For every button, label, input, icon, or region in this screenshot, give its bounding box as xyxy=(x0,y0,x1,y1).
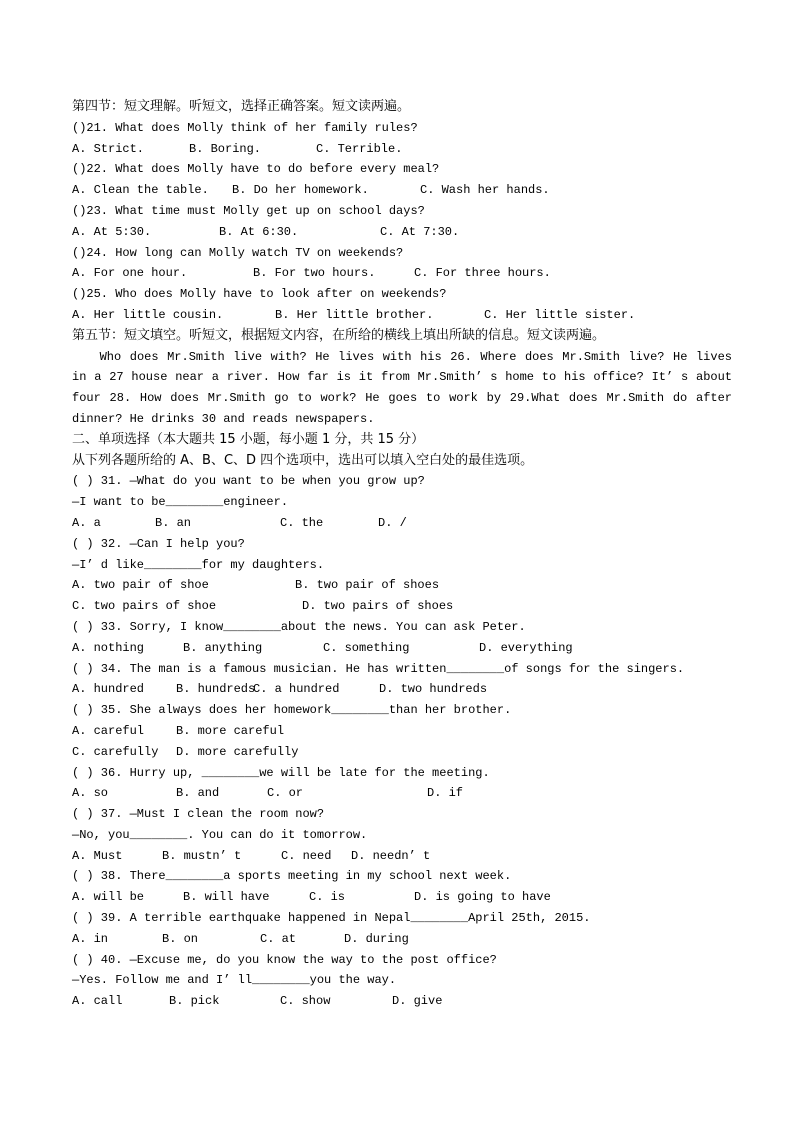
option-c: C. a hundred xyxy=(253,682,340,697)
question-22: ()22. What does Molly have to do before every meal? xyxy=(72,162,440,177)
option-a: A. Her little cousin. xyxy=(72,307,224,322)
question-31-options xyxy=(72,513,732,534)
question-34: ( ) 34. The man is a famous musician. He has written________of songs for the singers. xyxy=(72,661,685,676)
option-d: D. if xyxy=(427,786,464,801)
option-a: A. For one hour. xyxy=(72,266,188,281)
question-37-options xyxy=(72,846,732,867)
question-24: ()24. How long can Molly watch TV on weekends? xyxy=(72,245,404,260)
question-33-options xyxy=(72,638,732,659)
question-38: ( ) 38. There________a sports meeting in my school next week. xyxy=(72,869,512,884)
exam-page xyxy=(72,97,732,1012)
option-b: B. will have xyxy=(183,890,270,905)
option-c: C. carefully xyxy=(72,744,159,759)
question-32-options-ab xyxy=(72,575,732,596)
option-b: B. an xyxy=(155,515,192,530)
option-c: C. show xyxy=(280,994,331,1009)
option-d: D. more carefully xyxy=(176,744,299,759)
option-d: D. is going to have xyxy=(414,890,551,905)
question-23-options xyxy=(72,222,732,243)
question-31-line2: —I want to be________engineer. xyxy=(72,495,289,510)
option-c: C. Wash her hands. xyxy=(420,183,550,198)
option-d: D. / xyxy=(378,515,407,530)
question-40-options xyxy=(72,991,732,1012)
option-c: C. need xyxy=(281,848,332,863)
option-a: A. two pair of shoe xyxy=(72,578,209,593)
option-a: A. hundred xyxy=(72,682,145,697)
option-b: B. hundreds xyxy=(176,682,256,697)
question-32-options-cd xyxy=(72,596,732,617)
option-d: D. give xyxy=(392,994,443,1009)
question-39: ( ) 39. A terrible earthquake happened in Nepal________April 25th, 2015. xyxy=(72,911,591,926)
question-25: ()25. Who does Molly have to look after on weekends? xyxy=(72,287,447,302)
option-b: B. mustn’ t xyxy=(162,848,242,863)
question-22-options xyxy=(72,180,732,201)
option-b: B. two pair of shoes xyxy=(295,578,440,593)
question-37: ( ) 37. —Must I clean the room now? xyxy=(72,807,325,822)
option-b: B. more careful xyxy=(176,723,285,738)
question-32: ( ) 32. —Can I help you? xyxy=(72,536,245,551)
option-c: C. at xyxy=(260,931,297,946)
question-37-line2: —No, you________. You can do it tomorrow. xyxy=(72,827,368,842)
option-a: A. careful xyxy=(72,723,145,738)
question-36: ( ) 36. Hurry up, ________we will be late for the meeting. xyxy=(72,765,490,780)
question-35-options-ab xyxy=(72,721,732,742)
option-a: A. At 5:30. xyxy=(72,224,152,239)
option-b: B. on xyxy=(162,931,199,946)
option-b: B. and xyxy=(176,786,220,801)
question-21-options xyxy=(72,139,732,160)
option-d: D. two hundreds xyxy=(379,682,488,697)
question-36-options xyxy=(72,783,732,804)
option-c: C. or xyxy=(267,786,304,801)
option-a: A. Strict. xyxy=(72,141,145,156)
question-40-line2: —Yes. Follow me and I’ ll________you the way. xyxy=(72,973,397,988)
option-d: D. during xyxy=(344,931,409,946)
question-33: ( ) 33. Sorry, I know________about the news. You can ask Peter. xyxy=(72,619,526,634)
option-b: B. anything xyxy=(183,640,263,655)
question-25-options xyxy=(72,305,732,326)
option-c: C. the xyxy=(280,515,324,530)
option-a: A. will be xyxy=(72,890,145,905)
part-2-header: 二、单项选择（本大题共 15 小题，每小题 1 分，共 15 分） xyxy=(72,431,425,447)
option-a: A. a xyxy=(72,515,101,530)
option-b: B. Her little brother. xyxy=(275,307,434,322)
question-32-line2: —I’ d like________for my daughters. xyxy=(72,557,325,572)
part-2-instructions: 从下列各题所给的 A、B、C、D 四个选项中，选出可以填入空白处的最佳选项。 xyxy=(72,452,534,468)
question-34-options xyxy=(72,679,732,700)
question-24-options xyxy=(72,263,732,284)
question-35-options-cd xyxy=(72,742,732,763)
question-38-options xyxy=(72,887,732,908)
option-d: D. needn’ t xyxy=(351,848,431,863)
option-b: B. pick xyxy=(169,994,220,1009)
option-c: C. For three hours. xyxy=(414,266,551,281)
option-d: D. everything xyxy=(479,640,573,655)
option-b: B. For two hours. xyxy=(253,266,376,281)
question-21: ()21. What does Molly think of her family rules? xyxy=(72,120,418,135)
option-c: C. At 7:30. xyxy=(380,224,460,239)
section-4-header: 第四节：短文理解。听短文，选择正确答案。短文读两遍。 xyxy=(72,99,411,114)
option-c: C. Terrible. xyxy=(316,141,403,156)
question-39-options xyxy=(72,929,732,950)
option-a: A. nothing xyxy=(72,640,145,655)
section-5-passage: Who does Mr.Smith live with? He lives with his 26. Where does Mr.Smith live? He lives in a 27 house near a river. How far is it from Mr.Smith’ s home to his office? It’ s about four 28. How does Mr.Smith go to work? He goes to work by 29.What does Mr.Smith do after dinner? He drinks 30 and reads newspapers. xyxy=(72,349,732,426)
question-35: ( ) 35. She always does her homework________than her brother. xyxy=(72,703,512,718)
question-23: ()23. What time must Molly get up on school days? xyxy=(72,203,425,218)
section-5-header: 第五节：短文填空。听短文，根据短文内容，在所给的横线上填出所缺的信息。短文读两遍。 xyxy=(72,327,606,343)
option-b: B. At 6:30. xyxy=(219,224,299,239)
question-40: ( ) 40. —Excuse me, do you know the way to the post office? xyxy=(72,952,497,967)
option-d: D. two pairs of shoes xyxy=(302,599,454,614)
option-c: C. is xyxy=(309,890,346,905)
option-a: A. Must xyxy=(72,848,123,863)
question-31: ( ) 31. —What do you want to be when you grow up? xyxy=(72,474,425,489)
option-c: C. Her little sister. xyxy=(484,307,636,322)
option-a: A. call xyxy=(72,994,123,1009)
option-a: A. in xyxy=(72,931,109,946)
option-b: B. Do her homework. xyxy=(232,183,369,198)
option-b: B. Boring. xyxy=(189,141,262,156)
option-c: C. two pairs of shoe xyxy=(72,599,217,614)
option-a: A. so xyxy=(72,786,109,801)
option-a: A. Clean the table. xyxy=(72,183,209,198)
option-c: C. something xyxy=(323,640,410,655)
